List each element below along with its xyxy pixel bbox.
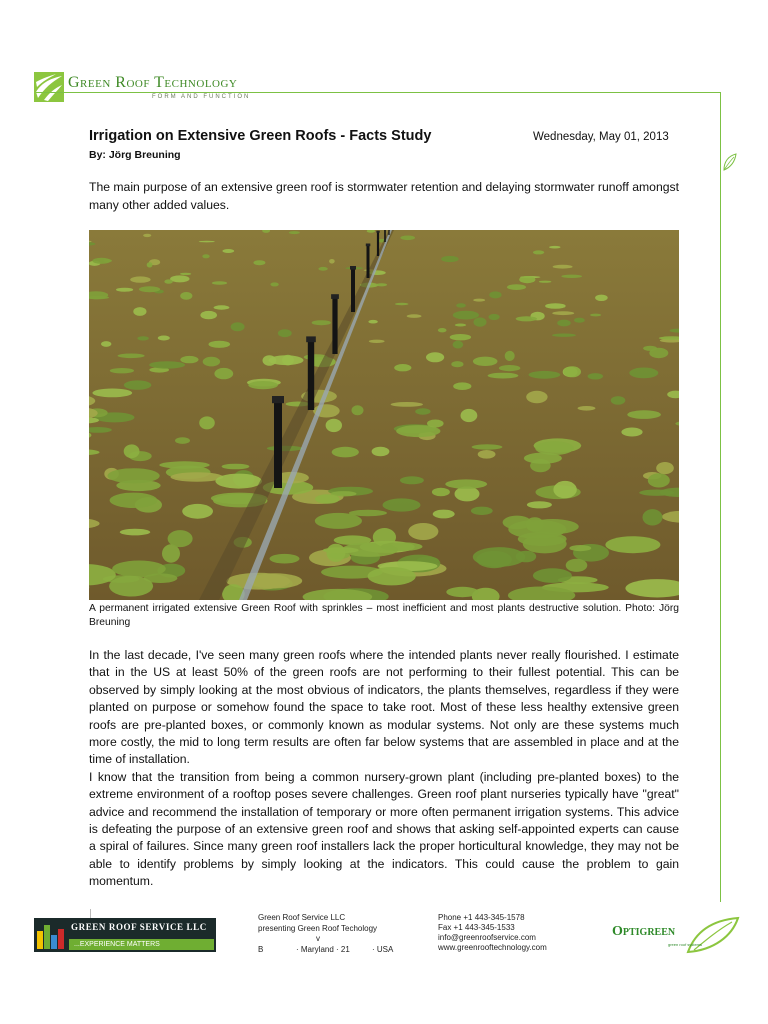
building-bars-icon — [37, 921, 67, 949]
company-address — [258, 913, 408, 956]
article-date: Wednesday, May 01, 2013 — [533, 131, 669, 143]
intro-paragraph: The main purpose of an extensive green roof is stormwater retention and delaying stormwater runoff amongst many other added values. — [89, 180, 679, 212]
green-roof-technology-logo — [34, 70, 274, 104]
address-b: B — [258, 944, 264, 954]
contact-info — [438, 913, 547, 953]
article-byline: By: Jörg Breuning — [89, 149, 181, 161]
address-location-row — [258, 945, 408, 956]
grs-name: GREEN ROOF SERVICE LLC — [71, 922, 207, 932]
optigreen-name: Optigreen — [612, 924, 676, 939]
phone-number: Phone +1 443-345-1578 — [438, 913, 525, 922]
address-country: · USA — [372, 944, 394, 954]
optigreen-subtitle: green roof systems — [668, 942, 703, 947]
grs-slogan: ...EXPERIENCE MATTERS — [74, 941, 160, 948]
address-line: presenting Green Roof Techology — [258, 923, 378, 933]
article-title: Irrigation on Extensive Green Roofs - Facts Study — [89, 128, 432, 144]
address-line: Green Roof Service LLC — [258, 913, 346, 922]
optigreen-logo — [610, 912, 742, 958]
body-paragraph: I know that the transition from being a common nursery-grown plant (including pre-planted boxes) to the extreme environment of a rooftop poses severe challenges. Green roof plant nurseries typically have "great" advice and recommend the installation of temporary or more often permanent irrigation systems. This advice is defeating the purpose of an extensive green roof and shows that asking self-appointed experts can cause a spiral of failures. Since many green roof installers lack the proper horticultural knowledge, they may not be able to identify problems by simply looking at the indicators. This could cause the problem to gain momentum. — [89, 769, 679, 889]
green-roof-photo — [89, 230, 679, 600]
photo-caption: A permanent irrigated extensive Green Roof with sprinkles – most inefficient and most plants destructive solution. Photo: Jörg Breuning — [89, 603, 679, 628]
address-state: · Maryland · 21 — [296, 944, 350, 954]
article-body — [89, 647, 679, 891]
brand-name: Green Roof Technology — [68, 74, 238, 91]
website-link[interactable]: www.greenrooftechnology.com — [438, 943, 547, 952]
body-paragraph: In the last decade, I've seen many green roofs where the intended plants never really flourished. I estimate that in the US at least 50% of the green roofs are not performing to their fullest potential. This can be observed by simply looking at the most obvious of indicators, the plants themselves, regardless if they were planted on purpose or somehow found the space to take root. Most of these less healthy extensive green roofs are pre-planted boxes, or commonly known as modular systems. Not only are these systems much more costly, the mid to long term results are often far below systems that are assembled in place and at the time of installation. — [89, 648, 679, 767]
address-line: v — [316, 934, 320, 943]
green-roof-service-logo — [34, 918, 216, 952]
brand-tagline: FORM AND FUNCTION — [152, 94, 251, 100]
email-address[interactable]: info@greenroofservice.com — [438, 933, 536, 942]
green-leaves-logo-icon — [34, 72, 64, 102]
fax-number: Fax +1 443-345-1533 — [438, 923, 515, 932]
leaf-outline-icon — [722, 152, 738, 172]
frame-top-line — [36, 92, 721, 93]
frame-right-line — [720, 92, 721, 902]
